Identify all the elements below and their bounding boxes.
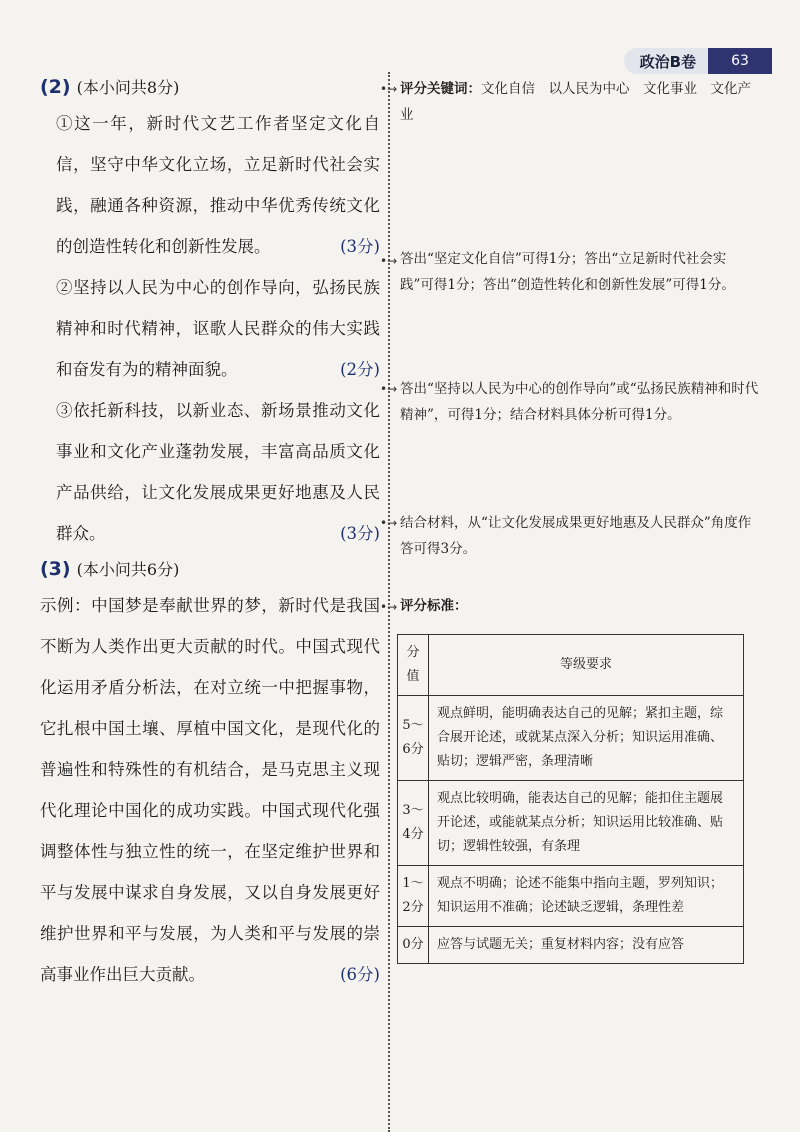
- q2-point-3: ③依托新科技，以新业态、新场景推动文化事业和文化产业蓬勃发展，丰富高品质文化产品供给，让文化发展成果更好地惠及人民群众。 (3分): [40, 390, 380, 554]
- q3-note: (本小问共6分): [76, 560, 180, 579]
- criteria-label: 评分标准：: [400, 598, 468, 614]
- table-header-cell: 分值: [398, 635, 429, 696]
- desc-cell: 观点不明确；论述不能集中指向主题，罗列知识；知识运用不准确；论述缺乏逻辑，条理性差: [429, 866, 744, 927]
- page-number: 63: [708, 48, 772, 74]
- q3-score: (6分): [340, 965, 380, 984]
- grading-table: [397, 634, 744, 964]
- subject-label: 政治B卷: [624, 48, 708, 74]
- q2-score-3: (3分): [340, 524, 380, 543]
- arrow-icon: •→: [380, 254, 398, 268]
- level-cell: 3～4分: [398, 781, 429, 866]
- answer-column: [40, 72, 380, 995]
- table-row: [398, 781, 744, 866]
- q2-number: (2): [40, 76, 71, 98]
- q2-note: (本小问共8分): [76, 78, 180, 97]
- keywords-text: 文化自信 以人民为中心 文化事业 文化产业: [400, 81, 751, 123]
- arrow-icon: •→: [380, 82, 398, 96]
- table-header-cell: 等级要求: [429, 635, 744, 696]
- scoring-note-1: 答出“坚定文化自信”可得1分；答出“立足新时代社会实践”可得1分；答出“创造性转化和创新性发展”可得1分。: [400, 251, 735, 293]
- table-header-row: [398, 635, 744, 696]
- scoring-note-3: 结合材料，从“让文化发展成果更好地惠及人民群众”角度作答可得3分。: [400, 515, 752, 557]
- desc-cell: 观点比较明确，能表达自己的见解；能扣住主题展开论述，或能就某点分析；知识运用比较准确、贴切；逻辑性较强，有条理: [429, 781, 744, 866]
- q3-number: (3): [40, 558, 71, 580]
- table-row: [398, 927, 744, 964]
- keywords-label: 评分关键词：: [400, 81, 481, 97]
- q2-point-2: ②坚持以人民为中心的创作导向，弘扬民族精神和时代精神，讴歌人民群众的伟大实践和奋发有为的精神面貌。 (2分): [40, 267, 380, 390]
- q2-point-1: ①这一年，新时代文艺工作者坚定文化自信，坚守中华文化立场，立足新时代社会实践，融通各种资源，推动中华优秀传统文化的创造性转化和创新性发展。 (3分): [40, 103, 380, 267]
- page-header-tab: [624, 48, 772, 74]
- keywords-note: [400, 76, 760, 128]
- q2-heading: [40, 72, 380, 103]
- q3-sample-answer: 示例：中国梦是奉献世界的梦，新时代是我国不断为人类作出更大贡献的时代。中国式现代化运用矛盾分析法，在对立统一中把握事物，它扎根中国土壤、厚植中国文化，是现代化的普遍性和特殊性的有机结合，是马克思主义现代化理论中国化的成功实践。中国式现代化强调整体性与独立性的统一，在坚定维护世界和平与发展中谋求自身发展，又以自身发展更好维护世界和平与发展，为人类和平与发展的崇高事业作出巨大贡献。 (6分): [40, 585, 380, 995]
- level-cell: 1～2分: [398, 866, 429, 927]
- arrow-icon: •→: [380, 516, 398, 530]
- level-cell: 5～6分: [398, 696, 429, 781]
- table-row: [398, 696, 744, 781]
- q2-score-2: (2分): [340, 360, 380, 379]
- level-cell: 0分: [398, 927, 429, 964]
- desc-cell: 观点鲜明，能明确表达自己的见解；紧扣主题，综合展开论述，或就某点深入分析；知识运用准确、贴切；逻辑严密，条理清晰: [429, 696, 744, 781]
- arrow-icon: •→: [380, 600, 398, 614]
- table-row: [398, 866, 744, 927]
- q2-score-1: (3分): [340, 237, 380, 256]
- scoring-note-2: 答出“坚持以人民为中心的创作导向”或“弘扬民族精神和时代精神”，可得1分；结合材料具体分析可得1分。: [400, 381, 759, 423]
- desc-cell: 应答与试题无关；重复材料内容；没有应答: [429, 927, 744, 964]
- q3-heading: [40, 554, 380, 585]
- arrow-icon: •→: [380, 382, 398, 396]
